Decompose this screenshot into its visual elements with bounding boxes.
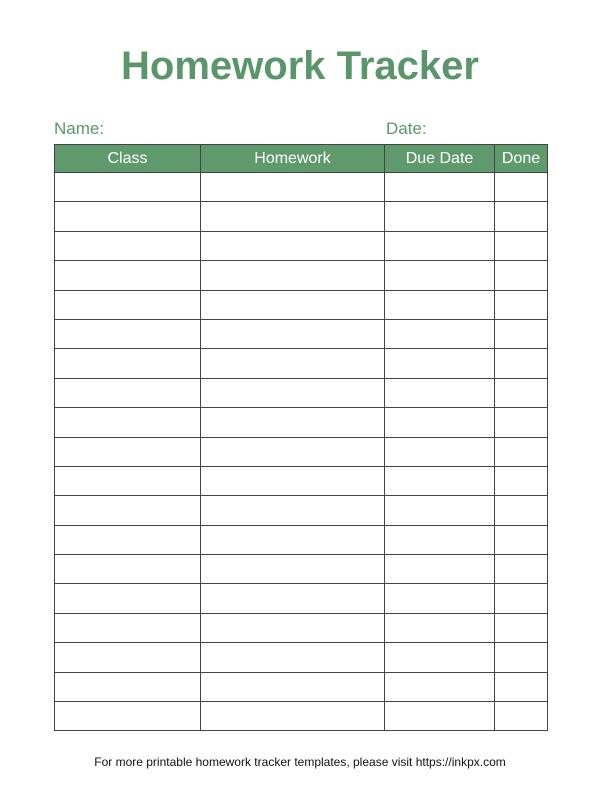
homework-cell[interactable] <box>201 584 385 613</box>
due-date-cell[interactable] <box>385 555 495 584</box>
done-cell[interactable] <box>495 613 548 642</box>
done-cell[interactable] <box>495 496 548 525</box>
done-cell[interactable] <box>495 349 548 378</box>
column-header-homework: Homework <box>201 145 385 173</box>
due-date-cell[interactable] <box>385 672 495 701</box>
class-cell[interactable] <box>55 496 201 525</box>
class-cell[interactable] <box>55 437 201 466</box>
table-row <box>55 437 548 466</box>
page-title: Homework Tracker <box>121 44 479 88</box>
class-cell[interactable] <box>55 408 201 437</box>
due-date-cell[interactable] <box>385 408 495 437</box>
column-header-done: Done <box>495 145 548 173</box>
table-row <box>55 613 548 642</box>
due-date-cell[interactable] <box>385 231 495 260</box>
homework-cell[interactable] <box>201 525 385 554</box>
table-row <box>55 496 548 525</box>
table-row <box>55 349 548 378</box>
due-date-cell[interactable] <box>385 319 495 348</box>
class-cell[interactable] <box>55 525 201 554</box>
homework-cell[interactable] <box>201 319 385 348</box>
class-cell[interactable] <box>55 466 201 495</box>
class-cell[interactable] <box>55 584 201 613</box>
done-cell[interactable] <box>495 408 548 437</box>
class-cell[interactable] <box>55 672 201 701</box>
class-cell[interactable] <box>55 613 201 642</box>
done-cell[interactable] <box>495 290 548 319</box>
due-date-cell[interactable] <box>385 290 495 319</box>
table-row <box>55 584 548 613</box>
due-date-cell[interactable] <box>385 613 495 642</box>
homework-cell[interactable] <box>201 643 385 672</box>
homework-cell[interactable] <box>201 378 385 407</box>
homework-cell[interactable] <box>201 702 385 731</box>
homework-cell[interactable] <box>201 496 385 525</box>
homework-cell[interactable] <box>201 408 385 437</box>
header-row <box>55 145 548 173</box>
done-cell[interactable] <box>495 231 548 260</box>
due-date-cell[interactable] <box>385 584 495 613</box>
due-date-cell[interactable] <box>385 261 495 290</box>
footer-note: For more printable homework tracker templates, please visit https://inkpx.com <box>94 755 506 769</box>
homework-cell[interactable] <box>201 173 385 202</box>
homework-cell[interactable] <box>201 613 385 642</box>
homework-cell[interactable] <box>201 466 385 495</box>
done-cell[interactable] <box>495 555 548 584</box>
table-row <box>55 378 548 407</box>
class-cell[interactable] <box>55 702 201 731</box>
homework-cell[interactable] <box>201 290 385 319</box>
homework-cell[interactable] <box>201 555 385 584</box>
table-row <box>55 555 548 584</box>
table-row <box>55 643 548 672</box>
class-cell[interactable] <box>55 349 201 378</box>
class-cell[interactable] <box>55 231 201 260</box>
done-cell[interactable] <box>495 584 548 613</box>
due-date-cell[interactable] <box>385 202 495 231</box>
homework-cell[interactable] <box>201 261 385 290</box>
due-date-cell[interactable] <box>385 496 495 525</box>
table-row <box>55 466 548 495</box>
done-cell[interactable] <box>495 261 548 290</box>
table-row <box>55 202 548 231</box>
due-date-cell[interactable] <box>385 702 495 731</box>
homework-cell[interactable] <box>201 349 385 378</box>
class-cell[interactable] <box>55 261 201 290</box>
table-row <box>55 319 548 348</box>
done-cell[interactable] <box>495 702 548 731</box>
table-row <box>55 525 548 554</box>
due-date-cell[interactable] <box>385 437 495 466</box>
done-cell[interactable] <box>495 437 548 466</box>
done-cell[interactable] <box>495 672 548 701</box>
column-header-class: Class <box>55 145 201 173</box>
date-label: Date: <box>386 119 427 138</box>
table-row <box>55 231 548 260</box>
done-cell[interactable] <box>495 319 548 348</box>
homework-cell[interactable] <box>201 672 385 701</box>
homework-table <box>54 144 548 731</box>
class-cell[interactable] <box>55 643 201 672</box>
table-row <box>55 702 548 731</box>
table-row <box>55 290 548 319</box>
table-row <box>55 408 548 437</box>
table-row <box>55 261 548 290</box>
done-cell[interactable] <box>495 202 548 231</box>
due-date-cell[interactable] <box>385 378 495 407</box>
class-cell[interactable] <box>55 555 201 584</box>
homework-cell[interactable] <box>201 231 385 260</box>
due-date-cell[interactable] <box>385 173 495 202</box>
due-date-cell[interactable] <box>385 466 495 495</box>
class-cell[interactable] <box>55 202 201 231</box>
class-cell[interactable] <box>55 173 201 202</box>
class-cell[interactable] <box>55 290 201 319</box>
homework-cell[interactable] <box>201 202 385 231</box>
class-cell[interactable] <box>55 378 201 407</box>
done-cell[interactable] <box>495 466 548 495</box>
done-cell[interactable] <box>495 378 548 407</box>
done-cell[interactable] <box>495 173 548 202</box>
column-header-due-date: Due Date <box>385 145 495 173</box>
due-date-cell[interactable] <box>385 525 495 554</box>
done-cell[interactable] <box>495 643 548 672</box>
table-row <box>55 173 548 202</box>
done-cell[interactable] <box>495 525 548 554</box>
class-cell[interactable] <box>55 319 201 348</box>
table-row <box>55 672 548 701</box>
due-date-cell[interactable] <box>385 643 495 672</box>
homework-cell[interactable] <box>201 437 385 466</box>
name-label: Name: <box>54 119 105 138</box>
due-date-cell[interactable] <box>385 349 495 378</box>
